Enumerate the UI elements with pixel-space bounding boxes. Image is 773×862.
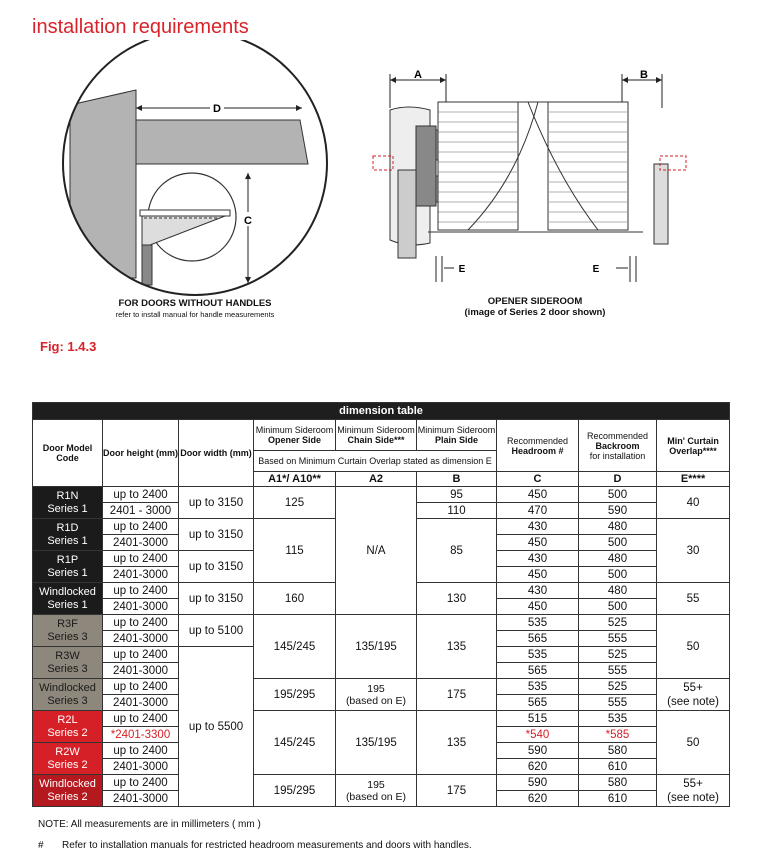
c-cell: 535 (497, 679, 579, 695)
height-cell: 2401 - 3000 (103, 503, 179, 519)
header-width: Door width (mm) (179, 420, 254, 487)
dimension-d-label: D (213, 103, 221, 115)
a2-cell: 195 (based on E) (336, 679, 417, 711)
d-cell: 525 (579, 615, 657, 631)
height-cell: up to 2400 (103, 583, 179, 599)
right-caption-sub: (image of Series 2 door shown) (464, 307, 606, 318)
d-cell: 525 (579, 679, 657, 695)
d-cell: 555 (579, 695, 657, 711)
e-cell: 50 (657, 711, 730, 775)
b-cell: 95 (417, 487, 497, 503)
header-e: Min' Curtain Overlap**** (657, 420, 730, 472)
a1-cell: 160 (254, 583, 336, 615)
width-cell: up to 3150 (179, 583, 254, 615)
a1-cell: 145/245 (254, 711, 336, 775)
height-cell: 2401-3000 (103, 535, 179, 551)
c-cell: 620 (497, 759, 579, 775)
note-measurements: NOTE: All measurements are in millimeters ( mm ) (38, 819, 261, 830)
d-cell: 500 (579, 535, 657, 551)
a1-cell: 125 (254, 487, 336, 519)
c-cell: 450 (497, 535, 579, 551)
c-cell: 470 (497, 503, 579, 519)
e-cell: 30 (657, 519, 730, 583)
c-cell: 430 (497, 551, 579, 567)
height-cell: 2401-3000 (103, 631, 179, 647)
dimension-e-left-label: E (458, 264, 466, 275)
b-cell: 175 (417, 775, 497, 807)
width-cell: up to 5500 (179, 647, 254, 807)
subheader-e: E**** (657, 472, 730, 487)
d-cell: 590 (579, 503, 657, 519)
d-cell: *585 (579, 727, 657, 743)
d-cell: 610 (579, 791, 657, 807)
d-cell: 580 (579, 743, 657, 759)
dimension-a-label: A (414, 69, 422, 81)
header-model: Door Model Code (33, 420, 103, 487)
c-cell: 590 (497, 775, 579, 791)
header-based-on: Based on Minimum Curtain Overlap stated as dimension E (254, 451, 497, 472)
model-code-r1p: R1P Series 1 (33, 551, 103, 583)
note-text: Refer to installation manuals for restricted headroom measurements and doors with handles. (62, 840, 472, 851)
height-cell: 2401-3000 (103, 791, 179, 807)
b-cell: 110 (417, 503, 497, 519)
dimension-c-label: C (244, 215, 252, 227)
left-caption-bold: FOR DOORS WITHOUT HANDLES (118, 298, 272, 309)
table-row (33, 711, 730, 727)
height-cell: up to 2400 (103, 775, 179, 791)
table-row (33, 615, 730, 631)
model-code-r1n: R1N Series 1 (33, 487, 103, 519)
d-cell: 555 (579, 631, 657, 647)
d-cell: 500 (579, 599, 657, 615)
dimension-table (32, 402, 730, 807)
right-caption-bold: OPENER SIDEROOM (487, 296, 583, 307)
d-cell: 580 (579, 775, 657, 791)
c-cell: 535 (497, 647, 579, 663)
table-row (33, 775, 730, 791)
a1-cell: 195/295 (254, 775, 336, 807)
c-cell: 565 (497, 631, 579, 647)
height-cell: up to 2400 (103, 647, 179, 663)
model-code-r2l: R2L Series 2 (33, 711, 103, 743)
height-cell: up to 2400 (103, 551, 179, 567)
d-cell: 500 (579, 487, 657, 503)
c-cell: 430 (497, 583, 579, 599)
model-code-windlocked-s1: Windlocked Series 1 (33, 583, 103, 615)
b-cell: 135 (417, 711, 497, 775)
c-cell: 450 (497, 567, 579, 583)
model-code-r3w: R3W Series 3 (33, 647, 103, 679)
c-cell: 450 (497, 599, 579, 615)
dimension-b-label: B (640, 69, 648, 81)
height-cell: up to 2400 (103, 743, 179, 759)
page-title: installation requirements (32, 16, 249, 38)
d-cell: 555 (579, 663, 657, 679)
height-cell: up to 2400 (103, 519, 179, 535)
height-cell: up to 2400 (103, 679, 179, 695)
width-cell: up to 3150 (179, 487, 254, 519)
doors-without-handles-diagram (30, 40, 350, 310)
table-row (33, 487, 730, 503)
height-cell: up to 2400 (103, 711, 179, 727)
e-cell: 50 (657, 615, 730, 679)
header-c: Recommended Headroom # (497, 420, 579, 472)
table-row (33, 679, 730, 695)
note-mark: # (38, 840, 44, 851)
c-cell: 620 (497, 791, 579, 807)
a2-cell: 135/195 (336, 615, 417, 679)
e-cell: 55 (657, 583, 730, 615)
a2-cell: N/A (336, 487, 417, 615)
d-cell: 480 (579, 519, 657, 535)
opener-sideroom-diagram (368, 68, 708, 293)
a1-cell: 115 (254, 519, 336, 583)
c-cell: 515 (497, 711, 579, 727)
height-cell: up to 2400 (103, 615, 179, 631)
height-cell: *2401-3300 (103, 727, 179, 743)
left-caption-small: refer to install manual for handle measurements (115, 310, 275, 319)
figure-label: Fig: 1.4.3 (40, 339, 97, 354)
height-cell: 2401-3000 (103, 759, 179, 775)
a1-cell: 145/245 (254, 615, 336, 679)
d-cell: 480 (579, 583, 657, 599)
a1-cell: 195/295 (254, 679, 336, 711)
c-cell: 590 (497, 743, 579, 759)
subheader-b: B (417, 472, 497, 487)
subheader-d: D (579, 472, 657, 487)
d-cell: 480 (579, 551, 657, 567)
header-b: Minimum Sideroom Plain Side (417, 420, 497, 451)
dimension-e-right-label: E (592, 264, 600, 275)
c-cell: 565 (497, 695, 579, 711)
height-cell: 2401-3000 (103, 567, 179, 583)
right-figure-caption (440, 296, 630, 318)
note-restricted-headroom (38, 840, 472, 851)
a2-cell: 135/195 (336, 711, 417, 775)
height-cell: 2401-3000 (103, 695, 179, 711)
height-cell: 2401-3000 (103, 599, 179, 615)
header-a2: Minimum Sideroom Chain Side*** (336, 420, 417, 451)
subheader-c: C (497, 472, 579, 487)
b-cell: 175 (417, 679, 497, 711)
header-height: Door height (mm) (103, 420, 179, 487)
b-cell: 85 (417, 519, 497, 583)
model-code-windlocked-s3: Windlocked Series 3 (33, 679, 103, 711)
e-cell: 40 (657, 487, 730, 519)
table-banner: dimension table (33, 403, 730, 420)
width-cell: up to 3150 (179, 551, 254, 583)
c-cell: *540 (497, 727, 579, 743)
width-cell: up to 5100 (179, 615, 254, 647)
left-figure-caption (95, 298, 295, 320)
d-cell: 525 (579, 647, 657, 663)
c-cell: 565 (497, 663, 579, 679)
model-code-r2w: R2W Series 2 (33, 743, 103, 775)
a2-cell: 195 (based on E) (336, 775, 417, 807)
height-cell: up to 2400 (103, 487, 179, 503)
d-cell: 610 (579, 759, 657, 775)
subheader-a2: A2 (336, 472, 417, 487)
model-code-windlocked-s2: Windlocked Series 2 (33, 775, 103, 807)
b-cell: 135 (417, 615, 497, 679)
c-cell: 450 (497, 487, 579, 503)
width-cell: up to 3150 (179, 519, 254, 551)
b-cell: 130 (417, 583, 497, 615)
c-cell: 430 (497, 519, 579, 535)
d-cell: 535 (579, 711, 657, 727)
d-cell: 500 (579, 567, 657, 583)
model-code-r3f: R3F Series 3 (33, 615, 103, 647)
height-cell: 2401-3000 (103, 663, 179, 679)
e-cell: 55+ (see note) (657, 679, 730, 711)
model-code-r1d: R1D Series 1 (33, 519, 103, 551)
e-cell: 55+ (see note) (657, 775, 730, 807)
subheader-a1: A1*/ A10** (254, 472, 336, 487)
c-cell: 535 (497, 615, 579, 631)
header-a1: Minimum Sideroom Opener Side (254, 420, 336, 451)
header-d: Recommended Backroom for installation (579, 420, 657, 472)
